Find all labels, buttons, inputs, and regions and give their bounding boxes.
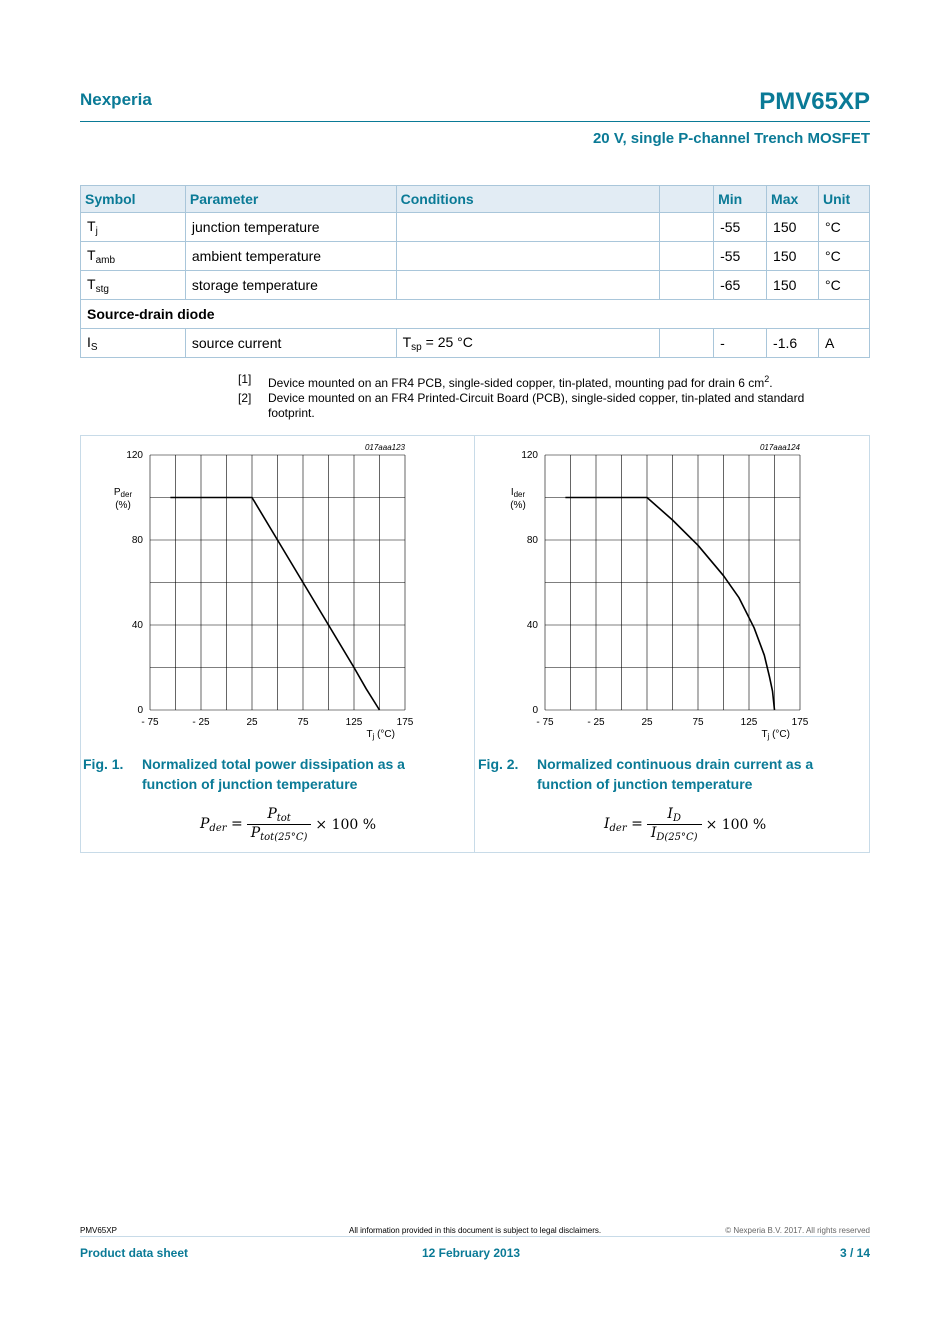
note-2: [238, 391, 848, 421]
cell-parameter: source current: [185, 329, 396, 358]
y-tick-label: 40: [526, 620, 538, 631]
table-row: [81, 329, 870, 358]
y-tick-label: 40: [131, 620, 143, 631]
cell-empty: [660, 329, 714, 358]
brand-name: Nexperia: [80, 90, 152, 109]
y-tick-label: 120: [126, 450, 143, 461]
formula-fraction: $P_{tot}$ $P_{tot(25^\circ C)}$: [247, 806, 312, 843]
footer-copyright: © Nexperia B.V. 2017. All rights reserved: [725, 1226, 870, 1235]
x-tick-label: - 25: [192, 717, 210, 728]
figure-code: 017aaa124: [759, 443, 800, 452]
col-min: Min: [714, 186, 767, 213]
y-tick-label: 120: [521, 450, 538, 461]
y-axis-label: $I_{der}$: [510, 487, 526, 499]
figure-code: 017aaa123: [364, 443, 405, 452]
x-axis-label: $T_j$ (°C): [761, 729, 790, 741]
formula-tail: × 100 %: [705, 816, 767, 833]
table-row: [81, 242, 870, 271]
x-tick-label: - 75: [141, 717, 159, 728]
x-tick-label: - 75: [536, 717, 554, 728]
note-1: [238, 372, 848, 391]
y-tick-label: 0: [532, 705, 538, 716]
note-text: Device mounted on an FR4 PCB, single-sided copper, tin-plated, mounting pad for drain 6 $cm^2$.: [268, 374, 773, 390]
table-row: [81, 271, 870, 300]
col-conditions: Conditions: [396, 186, 660, 213]
cell-unit: A: [819, 329, 870, 358]
cell-unit: °C: [819, 213, 870, 242]
section-title: Source-drain diode: [81, 300, 870, 329]
footer-date: 12 February 2013: [422, 1246, 521, 1260]
footer-doc-type: Product data sheet: [80, 1246, 189, 1260]
cell-min: -65: [714, 271, 767, 300]
x-axis-label: $T_j$ (°C): [366, 729, 395, 741]
cell-conditions: [396, 242, 660, 271]
note-ref: [1]: [238, 372, 252, 386]
derating-chart-current: [475, 438, 869, 748]
formula-lhs: $I_{der}$ =: [604, 815, 643, 834]
x-tick-label: 125: [740, 717, 758, 728]
cell-max: -1.6: [767, 329, 819, 358]
limiting-values-table: [80, 185, 870, 358]
cell-conditions: [396, 271, 660, 300]
x-tick-label: 125: [345, 717, 363, 728]
table-row: [81, 213, 870, 242]
cell-min: -55: [714, 213, 767, 242]
x-tick-label: 175: [396, 717, 414, 728]
formula-lhs: $P_{der}$ =: [200, 815, 243, 834]
x-tick-label: 25: [641, 717, 653, 728]
cell-empty: [660, 213, 714, 242]
cell-unit: °C: [819, 271, 870, 300]
cell-empty: [660, 271, 714, 300]
figure-caption-text: Normalized total power dissipation as a function of junction temperature: [142, 756, 405, 792]
cell-conditions: $T_{sp} = 25$ °C: [396, 329, 660, 358]
cell-symbol: $I_S$: [81, 329, 186, 358]
part-number: PMV65XP: [759, 88, 870, 115]
figure-number: Fig. 2.: [478, 756, 519, 772]
y-axis-unit: (%): [115, 500, 131, 511]
footer-doc-id: PMV65XP: [80, 1226, 117, 1235]
y-axis-unit: (%): [510, 500, 526, 511]
cell-min: -55: [714, 242, 767, 271]
formula-tail: × 100 %: [315, 816, 377, 833]
y-tick-label: 0: [137, 705, 143, 716]
col-unit: Unit: [819, 186, 870, 213]
figure-number: Fig. 1.: [83, 756, 124, 772]
table-notes: [238, 372, 848, 421]
table-section-row: [81, 300, 870, 329]
cell-symbol: $T_{stg}$: [81, 271, 186, 300]
figure-caption-text: Normalized continuous drain current as a function of junction temperature: [537, 756, 814, 792]
table-header-row: [81, 186, 870, 213]
cell-unit: °C: [819, 242, 870, 271]
x-tick-label: 75: [692, 717, 704, 728]
cell-conditions: [396, 213, 660, 242]
header-rule: [80, 121, 870, 122]
x-tick-label: 75: [297, 717, 309, 728]
chart-grid: [545, 455, 800, 710]
cell-max: 150: [767, 271, 819, 300]
formula-pder: [200, 806, 376, 843]
x-tick-label: 25: [246, 717, 258, 728]
x-tick-label: 175: [791, 717, 809, 728]
note-text: Device mounted on an FR4 Printed-Circuit Board (PCB), single-sided copper, tin-plated and standard footprint.: [268, 391, 805, 420]
cell-parameter: junction temperature: [185, 213, 396, 242]
note-ref: [2]: [238, 391, 252, 405]
col-symbol: Symbol: [81, 186, 186, 213]
chart-grid: [150, 455, 405, 710]
derating-chart-power: [80, 438, 474, 748]
x-tick-label: - 25: [587, 717, 605, 728]
footer-page-number: 3 / 14: [839, 1246, 870, 1260]
cell-symbol: $T_j$: [81, 213, 186, 242]
derating-curve: [170, 498, 379, 711]
cell-symbol: $T_{amb}$: [81, 242, 186, 271]
y-tick-label: 80: [131, 535, 143, 546]
y-tick-label: 80: [526, 535, 538, 546]
formula-fraction: $I_D$ $I_{D(25^\circ C)}$: [647, 806, 702, 843]
derating-curve: [565, 498, 774, 711]
col-empty: [660, 186, 714, 213]
document-subtitle: 20 V, single P-channel Trench MOSFET: [592, 130, 870, 147]
cell-parameter: storage temperature: [185, 271, 396, 300]
cell-max: 150: [767, 213, 819, 242]
y-axis-label: $P_{der}$: [113, 487, 133, 499]
formula-ider: [604, 806, 766, 843]
cell-empty: [660, 242, 714, 271]
col-parameter: Parameter: [185, 186, 396, 213]
footer-disclaimer: All information provided in this document is subject to legal disclaimers.: [349, 1226, 602, 1235]
cell-max: 150: [767, 242, 819, 271]
cell-min: -: [714, 329, 767, 358]
col-max: Max: [767, 186, 819, 213]
cell-parameter: ambient temperature: [185, 242, 396, 271]
footer-rule: [80, 1236, 870, 1237]
